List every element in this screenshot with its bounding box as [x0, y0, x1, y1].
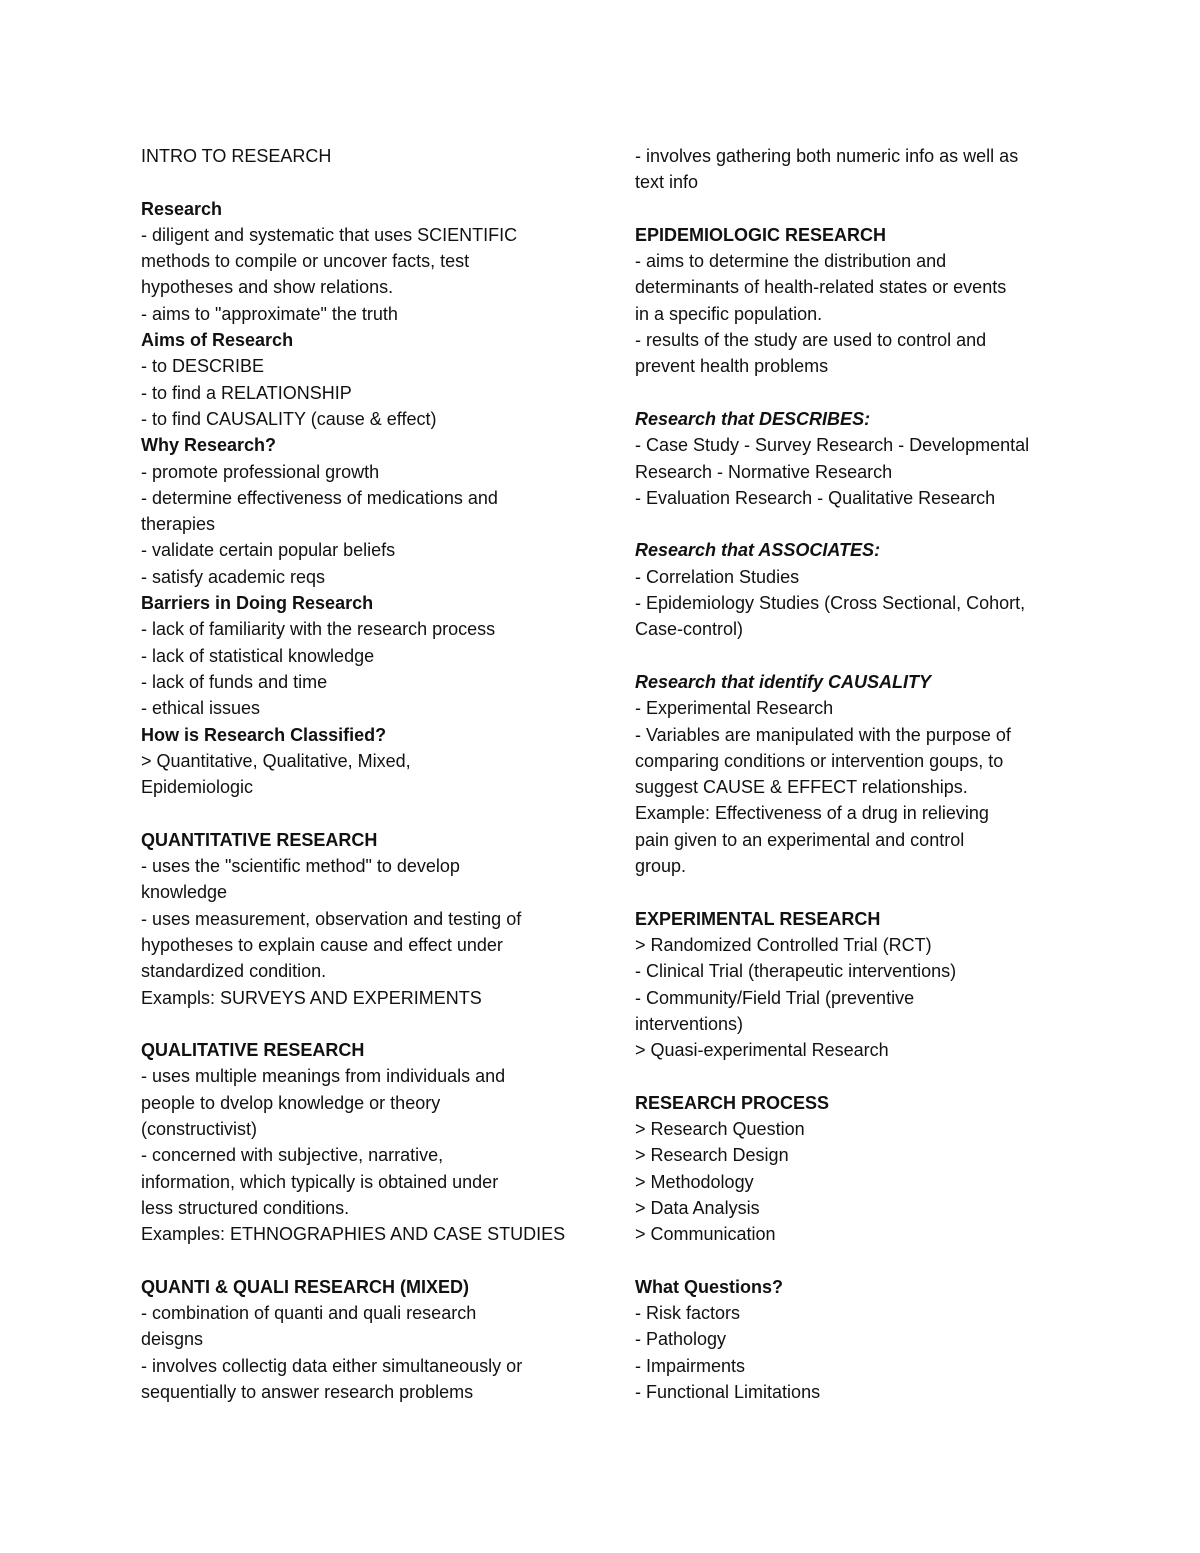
right-text-line: - Impairments	[635, 1355, 746, 1376]
left-spacer	[141, 1247, 581, 1273]
right-text-line: - Risk factors	[635, 1303, 741, 1324]
right-text-line: suggest CAUSE & EFFECT relationships.	[635, 777, 968, 798]
right-spacer	[635, 1247, 1075, 1273]
right-text-line: text info	[635, 172, 699, 193]
right-text-line: > Data Analysis	[635, 1197, 760, 1218]
right-text-line: Research - Normative Research	[635, 461, 893, 482]
left-text-line: > Quantitative, Qualitative, Mixed,	[141, 750, 411, 771]
right-text-line: > Research Question	[635, 1118, 805, 1139]
right-spacer	[635, 643, 1075, 669]
right-text-line: - Evaluation Research - Qualitative Research	[635, 487, 996, 508]
right-text-line: - Experimental Research	[635, 698, 834, 719]
left-text-line: - uses multiple meanings from individuals and	[141, 1066, 506, 1087]
right-heading: Research that ASSOCIATES:	[635, 540, 881, 561]
left-text-line: - aims to "approximate" the truth	[141, 303, 398, 324]
right-text-line: in a specific population.	[635, 303, 823, 324]
left-text-line: - satisfy academic reqs	[141, 566, 326, 587]
right-text-line: - Variables are manipulated with the purpose of	[635, 724, 1011, 745]
left-text-line: - lack of statistical knowledge	[141, 645, 375, 666]
left-text-line: Examples: ETHNOGRAPHIES AND CASE STUDIES	[141, 1224, 566, 1245]
right-spacer	[635, 196, 1075, 222]
left-text-line: - to find a RELATIONSHIP	[141, 382, 352, 403]
left-text-line: (constructivist)	[141, 1118, 258, 1139]
left-text-line: information, which typically is obtained under	[141, 1171, 499, 1192]
right-text-line: - aims to determine the distribution and	[635, 251, 947, 272]
left-text-line: knowledge	[141, 882, 228, 903]
left-text-line: - diligent and systematic that uses SCIENTIFIC	[141, 224, 518, 245]
right-text-line: prevent health problems	[635, 356, 829, 377]
right-text-line: Case-control)	[635, 619, 744, 640]
left-text-line: hypotheses to explain cause and effect under	[141, 934, 503, 955]
left-text-line: - ethical issues	[141, 698, 261, 719]
right-text-line: - Functional Limitations	[635, 1381, 821, 1402]
left-text-line: - promote professional growth	[141, 461, 380, 482]
left-heading: How is Research Classified?	[141, 724, 387, 745]
left-text-line: - lack of familiarity with the research process	[141, 619, 496, 640]
right-text-line: > Randomized Controlled Trial (RCT)	[635, 934, 932, 955]
left-text-line: hypotheses and show relations.	[141, 277, 394, 298]
right-heading: EPIDEMIOLOGIC RESEARCH	[635, 224, 887, 245]
right-text-line: - Clinical Trial (therapeutic interventions)	[635, 961, 957, 982]
right-text-line: - results of the study are used to control and	[635, 330, 987, 351]
right-text-line: - involves gathering both numeric info as well as	[635, 146, 1019, 166]
left-column	[141, 143, 581, 1405]
left-text-line: - uses measurement, observation and testing of	[141, 908, 522, 929]
right-text-line: determinants of health-related states or events	[635, 277, 1007, 298]
right-text-line: Example: Effectiveness of a drug in relieving	[635, 803, 989, 824]
left-text-line: - uses the "scientific method" to develop	[141, 856, 460, 877]
left-text-line: - to DESCRIBE	[141, 356, 265, 377]
left-spacer	[141, 1011, 581, 1037]
left-text-line: sequentially to answer research problems	[141, 1381, 474, 1402]
left-spacer	[141, 169, 581, 195]
right-text-line: - Epidemiology Studies (Cross Sectional, Cohort,	[635, 593, 1026, 614]
right-text-line: > Quasi-experimental Research	[635, 1040, 889, 1061]
left-heading: Why Research?	[141, 435, 277, 456]
right-text-line: > Research Design	[635, 1145, 789, 1166]
left-text-line: Epidemiologic	[141, 777, 254, 798]
right-text-line: > Communication	[635, 1224, 776, 1245]
left-text-line: - combination of quanti and quali research	[141, 1303, 477, 1324]
left-text-line: therapies	[141, 514, 216, 535]
left-heading: Barriers in Doing Research	[141, 593, 374, 614]
right-heading: What Questions?	[635, 1276, 783, 1297]
right-heading: Research that DESCRIBES:	[635, 408, 871, 429]
left-heading: Research	[141, 198, 223, 219]
left-heading: QUANTI & QUALI RESEARCH (MIXED)	[141, 1276, 469, 1297]
left-text-line: methods to compile or uncover facts, test	[141, 251, 470, 272]
right-spacer	[635, 511, 1075, 537]
left-spacer	[141, 800, 581, 826]
left-text-line: - lack of funds and time	[141, 671, 328, 692]
right-heading: RESEARCH PROCESS	[635, 1092, 830, 1113]
left-text-line: Exampls: SURVEYS AND EXPERIMENTS	[141, 987, 482, 1008]
left-text-line: INTRO TO RESEARCH	[141, 146, 332, 166]
right-text-line: - Community/Field Trial (preventive	[635, 987, 915, 1008]
left-text-line: - concerned with subjective, narrative,	[141, 1145, 444, 1166]
left-heading: Aims of Research	[141, 330, 294, 351]
right-spacer	[635, 1063, 1075, 1089]
left-text-line: - to find CAUSALITY (cause & effect)	[141, 408, 437, 429]
left-heading: QUALITATIVE RESEARCH	[141, 1040, 365, 1061]
left-text-line: deisgns	[141, 1329, 204, 1350]
right-text-line: - Case Study - Survey Research - Developmental	[635, 435, 1030, 456]
right-text-line: group.	[635, 856, 687, 877]
left-heading: QUANTITATIVE RESEARCH	[141, 829, 378, 850]
right-text-line: > Methodology	[635, 1171, 754, 1192]
left-text-line: - validate certain popular beliefs	[141, 540, 396, 561]
right-spacer	[635, 380, 1075, 406]
right-text-line: - Correlation Studies	[635, 566, 800, 587]
right-heading: Research that identify CAUSALITY	[635, 671, 932, 692]
left-text-line: less structured conditions.	[141, 1197, 350, 1218]
left-text-line: people to dvelop knowledge or theory	[141, 1092, 441, 1113]
right-spacer	[635, 879, 1075, 905]
right-text-line: interventions)	[635, 1013, 744, 1034]
right-column	[635, 143, 1075, 1405]
left-text-line: - determine effectiveness of medications and	[141, 487, 498, 508]
right-text-line: comparing conditions or intervention goups, to	[635, 750, 1004, 771]
left-text-line: - involves collectig data either simultaneously or	[141, 1355, 523, 1376]
right-text-line: pain given to an experimental and control	[635, 829, 965, 850]
left-text-line: standardized condition.	[141, 961, 327, 982]
right-text-line: - Pathology	[635, 1329, 727, 1350]
right-heading: EXPERIMENTAL RESEARCH	[635, 908, 881, 929]
